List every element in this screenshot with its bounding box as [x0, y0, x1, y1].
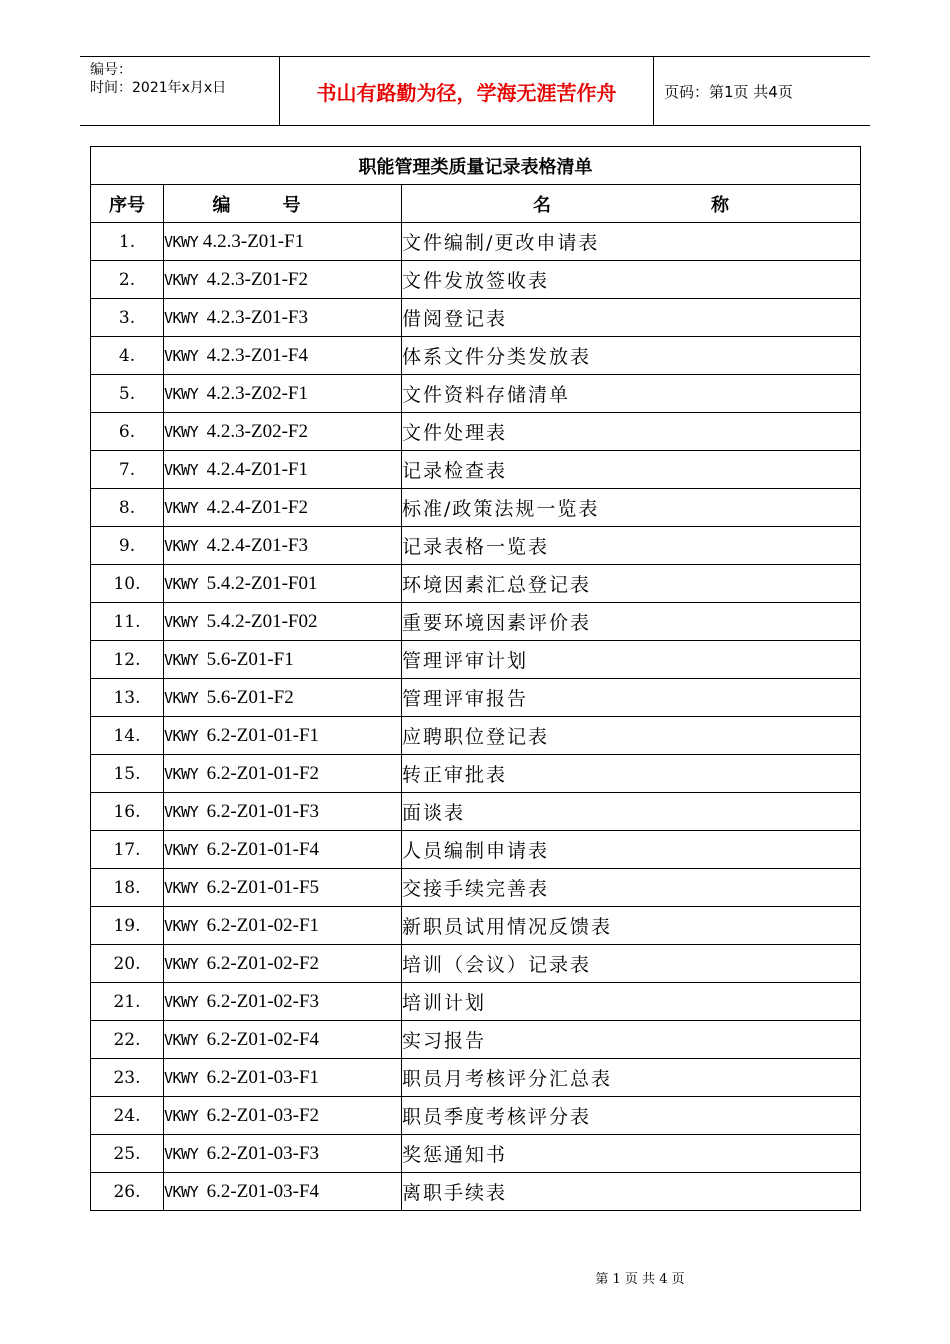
row-code — [164, 375, 402, 413]
row-code-value: 6.2-Z01-01-F2 — [206, 762, 320, 784]
table-row — [91, 337, 861, 375]
row-name: 体系文件分类发放表 — [402, 337, 861, 375]
table-row — [91, 793, 861, 831]
row-code — [164, 1021, 402, 1059]
row-code-prefix: VKWY — [164, 232, 199, 251]
table-row — [91, 869, 861, 907]
row-number: 14. — [91, 717, 164, 755]
row-code-value: 6.2-Z01-01-F5 — [206, 876, 320, 898]
row-code-prefix: VKWY — [164, 536, 207, 555]
row-name: 管理评审报告 — [402, 679, 861, 717]
table-row — [91, 1173, 861, 1211]
row-code-value: 4.2.4-Z01-F2 — [206, 496, 308, 518]
table-row — [91, 261, 861, 299]
table-title: 职能管理类质量记录表格清单 — [91, 147, 861, 185]
table-header-row — [91, 185, 861, 223]
document-date-label: 时间：2021年x月x日 — [90, 80, 227, 96]
table-row — [91, 679, 861, 717]
row-code-value: 5.6-Z01-F1 — [206, 648, 294, 670]
row-code-value: 4.2.3-Z01-F2 — [206, 268, 308, 290]
table-row — [91, 717, 861, 755]
row-code — [164, 565, 402, 603]
row-number: 15. — [91, 755, 164, 793]
row-code — [164, 983, 402, 1021]
row-code-value: 4.2.4-Z01-F3 — [206, 534, 308, 556]
table-row — [91, 489, 861, 527]
row-number: 26. — [91, 1173, 164, 1211]
row-number: 23. — [91, 1059, 164, 1097]
header-name-b: 称 — [711, 194, 729, 216]
row-name: 职员季度考核评分表 — [402, 1097, 861, 1135]
header-page-number: 页码：第1页 共4页 — [664, 82, 793, 101]
row-code-prefix: VKWY — [164, 726, 207, 745]
row-number: 12. — [91, 641, 164, 679]
row-code-prefix: VKWY — [164, 460, 207, 479]
row-code — [164, 1059, 402, 1097]
row-name: 文件发放签收表 — [402, 261, 861, 299]
row-code — [164, 641, 402, 679]
row-number: 6. — [91, 413, 164, 451]
row-code-value: 6.2-Z01-02-F1 — [206, 914, 320, 936]
table-row — [91, 1135, 861, 1173]
row-number: 9. — [91, 527, 164, 565]
document-number-label: 编号： — [90, 62, 132, 78]
row-number: 16. — [91, 793, 164, 831]
table-row — [91, 907, 861, 945]
table-row — [91, 1059, 861, 1097]
row-name: 转正审批表 — [402, 755, 861, 793]
row-name: 培训（会议）记录表 — [402, 945, 861, 983]
row-code-value: 6.2-Z01-01-F3 — [206, 800, 320, 822]
row-code-value: 6.2-Z01-01-F1 — [206, 724, 320, 746]
row-code-prefix: VKWY — [164, 1144, 207, 1163]
row-number: 13. — [91, 679, 164, 717]
row-code — [164, 261, 402, 299]
row-code-prefix: VKWY — [164, 384, 207, 403]
row-code — [164, 527, 402, 565]
row-code — [164, 223, 402, 261]
row-name: 应聘职位登记表 — [402, 717, 861, 755]
row-code-value: 6.2-Z01-03-F3 — [206, 1142, 320, 1164]
header-motto: 书山有路勤为径，学海无涯苦作舟 — [280, 57, 654, 125]
row-name: 职员月考核评分汇总表 — [402, 1059, 861, 1097]
row-code-value: 5.4.2-Z01-F02 — [206, 610, 318, 632]
row-code-value: 5.4.2-Z01-F01 — [206, 572, 318, 594]
row-code-value: 6.2-Z01-03-F2 — [206, 1104, 320, 1126]
table-row — [91, 375, 861, 413]
row-code — [164, 945, 402, 983]
row-name: 文件编制/更改申请表 — [402, 223, 861, 261]
row-name: 环境因素汇总登记表 — [402, 565, 861, 603]
row-code — [164, 603, 402, 641]
table-row — [91, 299, 861, 337]
row-code-value: 6.2-Z01-02-F2 — [206, 952, 320, 974]
row-code — [164, 1097, 402, 1135]
row-code — [164, 413, 402, 451]
table-row — [91, 527, 861, 565]
row-number: 24. — [91, 1097, 164, 1135]
row-code — [164, 1173, 402, 1211]
row-code — [164, 755, 402, 793]
row-code-value: 4.2.3-Z01-F4 — [206, 344, 308, 366]
row-code-prefix: VKWY — [164, 422, 207, 441]
page-footer: 第 1 页 共 4 页 — [595, 1272, 685, 1287]
row-code-prefix: VKWY — [164, 650, 207, 669]
row-number: 20. — [91, 945, 164, 983]
row-code — [164, 679, 402, 717]
row-number: 25. — [91, 1135, 164, 1173]
records-table — [90, 146, 861, 1211]
row-name: 人员编制申请表 — [402, 831, 861, 869]
row-code — [164, 869, 402, 907]
row-name: 记录表格一览表 — [402, 527, 861, 565]
row-code — [164, 907, 402, 945]
header-meta — [80, 57, 280, 125]
header-name-a: 名 — [533, 194, 551, 216]
row-code-prefix: VKWY — [164, 992, 207, 1011]
row-code-value: 4.2.3-Z02-F1 — [206, 382, 308, 404]
row-name: 新职员试用情况反馈表 — [402, 907, 861, 945]
row-code — [164, 793, 402, 831]
row-code-value: 4.2.3-Z02-F2 — [206, 420, 308, 442]
header-name — [402, 185, 861, 223]
row-code-value: 6.2-Z01-02-F3 — [206, 990, 320, 1012]
header-no: 序号 — [91, 185, 164, 223]
row-code-prefix: VKWY — [164, 916, 207, 935]
row-name: 实习报告 — [402, 1021, 861, 1059]
row-code-prefix: VKWY — [164, 1106, 207, 1125]
row-code-value: 6.2-Z01-01-F4 — [206, 838, 320, 860]
row-code-prefix: VKWY — [164, 498, 207, 517]
table-row — [91, 641, 861, 679]
row-code-prefix: VKWY — [164, 346, 207, 365]
row-code-prefix: VKWY — [164, 1068, 207, 1087]
row-code-prefix: VKWY — [164, 802, 207, 821]
row-code-prefix: VKWY — [164, 1182, 207, 1201]
table-row — [91, 413, 861, 451]
header-code: 编号 — [164, 185, 402, 223]
row-number: 10. — [91, 565, 164, 603]
row-code-value: 5.6-Z01-F2 — [206, 686, 294, 708]
row-name: 离职手续表 — [402, 1173, 861, 1211]
row-code-value: 6.2-Z01-03-F1 — [206, 1066, 320, 1088]
row-code — [164, 489, 402, 527]
row-code-prefix: VKWY — [164, 1030, 207, 1049]
row-number: 17. — [91, 831, 164, 869]
table-row — [91, 1021, 861, 1059]
table-row — [91, 451, 861, 489]
table-title-row — [91, 147, 861, 185]
row-name: 文件处理表 — [402, 413, 861, 451]
table-row — [91, 565, 861, 603]
row-code — [164, 337, 402, 375]
table-row — [91, 831, 861, 869]
row-number: 18. — [91, 869, 164, 907]
row-number: 3. — [91, 299, 164, 337]
table-row — [91, 945, 861, 983]
row-name: 面谈表 — [402, 793, 861, 831]
row-number: 1. — [91, 223, 164, 261]
row-code — [164, 831, 402, 869]
row-code — [164, 1135, 402, 1173]
row-code-prefix: VKWY — [164, 878, 207, 897]
row-number: 19. — [91, 907, 164, 945]
table-row — [91, 1097, 861, 1135]
table-row — [91, 223, 861, 261]
row-code-prefix: VKWY — [164, 612, 207, 631]
row-name: 标准/政策法规一览表 — [402, 489, 861, 527]
row-code-prefix: VKWY — [164, 270, 207, 289]
row-number: 11. — [91, 603, 164, 641]
row-code-value: 6.2-Z01-03-F4 — [206, 1180, 320, 1202]
row-number: 5. — [91, 375, 164, 413]
row-name: 培训计划 — [402, 983, 861, 1021]
row-code — [164, 451, 402, 489]
row-number: 4. — [91, 337, 164, 375]
table-row — [91, 755, 861, 793]
table-row — [91, 603, 861, 641]
row-name: 记录检查表 — [402, 451, 861, 489]
row-code-prefix: VKWY — [164, 688, 207, 707]
row-code-value: 6.2-Z01-02-F4 — [206, 1028, 320, 1050]
row-number: 21. — [91, 983, 164, 1021]
row-name: 奖惩通知书 — [402, 1135, 861, 1173]
row-code — [164, 717, 402, 755]
row-code-prefix: VKWY — [164, 764, 207, 783]
row-name: 文件资料存储清单 — [402, 375, 861, 413]
row-code-prefix: VKWY — [164, 840, 207, 859]
row-code-prefix: VKWY — [164, 574, 207, 593]
table-row — [91, 983, 861, 1021]
row-code — [164, 299, 402, 337]
row-name: 管理评审计划 — [402, 641, 861, 679]
row-name: 借阅登记表 — [402, 299, 861, 337]
row-number: 22. — [91, 1021, 164, 1059]
row-code-value: 4.2.4-Z01-F1 — [206, 458, 308, 480]
row-number: 2. — [91, 261, 164, 299]
page-header — [80, 56, 870, 126]
row-name: 交接手续完善表 — [402, 869, 861, 907]
row-name: 重要环境因素评价表 — [402, 603, 861, 641]
row-number: 8. — [91, 489, 164, 527]
row-code-value: 4.2.3-Z01-F1 — [202, 230, 305, 252]
row-code-value: 4.2.3-Z01-F3 — [206, 306, 308, 328]
row-code-prefix: VKWY — [164, 954, 207, 973]
row-number: 7. — [91, 451, 164, 489]
row-code-prefix: VKWY — [164, 308, 207, 327]
